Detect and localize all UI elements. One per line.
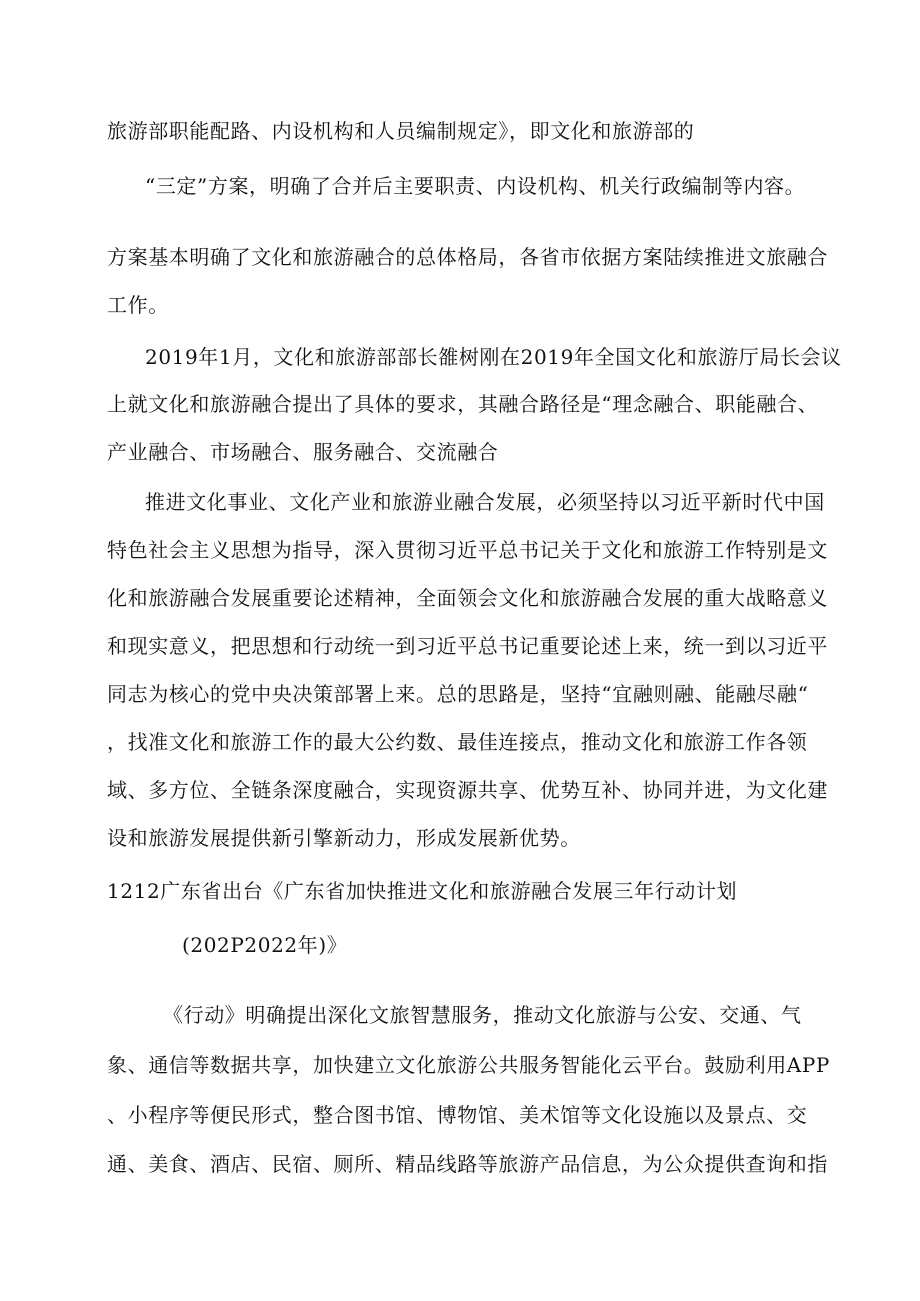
text-line: 特色社会主义思想为指导，深入贯彻习近平总书记关于文化和旅游工作特别是文 <box>107 538 828 562</box>
text-line: 产业融合、市场融合、服务融合、交流融合 <box>107 440 499 464</box>
text-line: 2019年1月，文化和旅游部部长雒树刚在2019年全国文化和旅游厅局长会议 <box>145 345 842 369</box>
text-line: 同志为核心的党中央决策部署上来。总的思路是，坚持“宜融则融、能融尽融“ <box>107 682 809 706</box>
section-heading: 1212广东省出台《广东省加快推进文化和旅游融合发展三年行动计划 <box>107 879 738 903</box>
text-line: 工作。 <box>107 293 169 317</box>
text-line: 推进文化事业、文化产业和旅游业融合发展，必须坚持以习近平新时代中国 <box>145 490 825 514</box>
text-line: 域、多方位、全链条深度融合，实现资源共享、优势互补、协同并进，为文化建 <box>107 778 828 802</box>
text-line: 化和旅游融合发展重要论述精神，全面领会文化和旅游融合发展的重大战略意义 <box>107 586 828 610</box>
text-line: 通、美食、酒店、民宿、厕所、精品线路等旅游产品信息，为公众提供查询和指 <box>107 1152 828 1176</box>
text-line: ，找准文化和旅游工作的最大公约数、最佳连接点，推动文化和旅游工作各领 <box>107 730 808 754</box>
text-line: 方案基本明确了文化和旅游融合的总体格局，各省市依据方案陆续推进文旅融合 <box>107 245 828 269</box>
text-line: 象、通信等数据共享，加快建立文化旅游公共服务智能化云平台。鼓励利用APP <box>107 1053 830 1077</box>
text-line: 《行动》明确提出深化文旅智慧服务，推动文化旅游与公安、交通、气 <box>163 1003 802 1027</box>
text-line: “三定”方案，明确了合并后主要职责、内设机构、机关行政编制等内容。 <box>145 174 806 198</box>
text-line: 和现实意义，把思想和行动统一到习近平总书记重要论述上来，统一到以习近平 <box>107 634 828 658</box>
text-line: 、小程序等便民形式，整合图书馆、博物馆、美术馆等文化设施以及景点、交 <box>107 1103 808 1127</box>
text-line: 设和旅游发展提供新引擎新动力，形成发展新优势。 <box>107 826 581 850</box>
text-line: 上就文化和旅游融合提出了具体的要求，其融合路径是“理念融合、职能融合、 <box>107 392 819 416</box>
section-heading-subtitle: (202P2022年)》 <box>182 933 348 957</box>
text-line: 旅游部职能配路、内设机构和人员编制规定》，即文化和旅游部的 <box>107 119 695 143</box>
